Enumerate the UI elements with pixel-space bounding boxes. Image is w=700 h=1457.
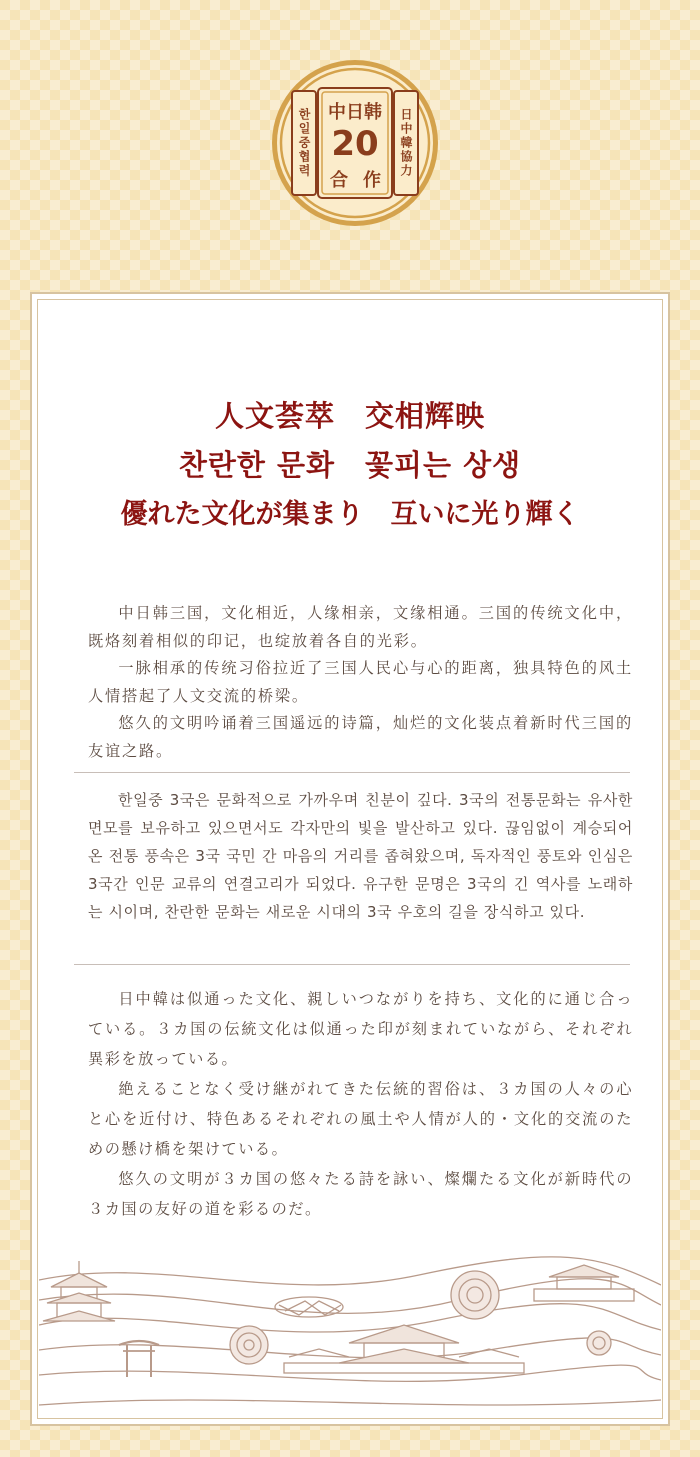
pagoda-icon [43, 1261, 115, 1321]
body-japanese-paragraph: 絶えることなく受け継がれてきた伝統的習俗は、３カ国の人々の心と心を近付け、特色あるそれぞれの風土や人情が人的・文化的交流のための懸け橋を架けている。 [88, 1080, 633, 1158]
small-sphere-icon [587, 1331, 611, 1355]
emblem-right-vertical: 日中韓協力 [399, 108, 413, 178]
body-chinese [88, 600, 633, 765]
emblem-bottom-right: 作 [363, 170, 381, 191]
ornamental-sphere-icon [451, 1271, 499, 1319]
body-korean-paragraph: 한일중 3국은 문화적으로 가까우며 친분이 깊다. 3국의 전통문화는 유사한 면모를 보유하고 있으면서도 각자만의 빛을 발산하고 있다. 끊임없이 계승되어 온 전통 풍속은 3국 국민 간 마음의 거리를 좁혀왔으며, 독자적인 풍토와 인심은 3국간 인문 교류의 연결고리가 되었다. 유구한 문명은 3국의 긴 역사를 노래하는 시이며, 찬란한 문화는 새로운 시대의 3국 우호의 길을 장식하고 있다. [88, 791, 633, 921]
emblem-left-vertical: 한일중협력 [297, 108, 311, 178]
body-chinese-paragraph: 悠久的文明吟诵着三国遥远的诗篇，灿烂的文化装点着新时代三国的友谊之路。 [88, 714, 633, 760]
body-japanese-paragraph: 日中韓は似通った文化、親しいつながりを持ち、文化的に通じ合っている。３カ国の伝統文化は似通った印が刻まれていながら、それぞれ異彩を放っている。 [88, 990, 633, 1068]
title-block [0, 392, 700, 539]
body-japanese [88, 984, 633, 1224]
lattice-sphere-icon [230, 1326, 268, 1364]
body-japanese-paragraph: 悠久の文明が３カ国の悠々たる詩を詠い、燦爛たる文化が新時代の３カ国の友好の道を彩るのだ。 [88, 1170, 633, 1218]
cjk-cooperation-20-emblem [270, 58, 440, 228]
body-korean [88, 786, 633, 926]
body-chinese-paragraph: 中日韩三国，文化相近，人缘相亲，文缘相通。三国的传统文化中，既烙刻着相似的印记，也绽放着各自的光彩。 [88, 604, 633, 650]
section-divider [74, 964, 630, 965]
body-chinese-paragraph: 一脉相承的传统习俗拉近了三国人民心与心的距离，独具特色的风土人情搭起了人文交流的桥梁。 [88, 659, 633, 705]
title-korean: 찬란한 문화 꽃피는 상생 [178, 448, 522, 482]
landmarks-illustration [39, 1245, 661, 1417]
title-chinese: 人文荟萃 交相辉映 [214, 399, 485, 433]
title-japanese: 優れた文化が集まり 互いに光り輝く [120, 499, 580, 530]
section-divider [74, 772, 630, 773]
emblem-top-text: 中日韩 [328, 102, 382, 123]
emblem-bottom-left: 合 [330, 170, 348, 191]
emblem-number: 20 [331, 124, 379, 164]
stadium-icon [275, 1297, 343, 1317]
